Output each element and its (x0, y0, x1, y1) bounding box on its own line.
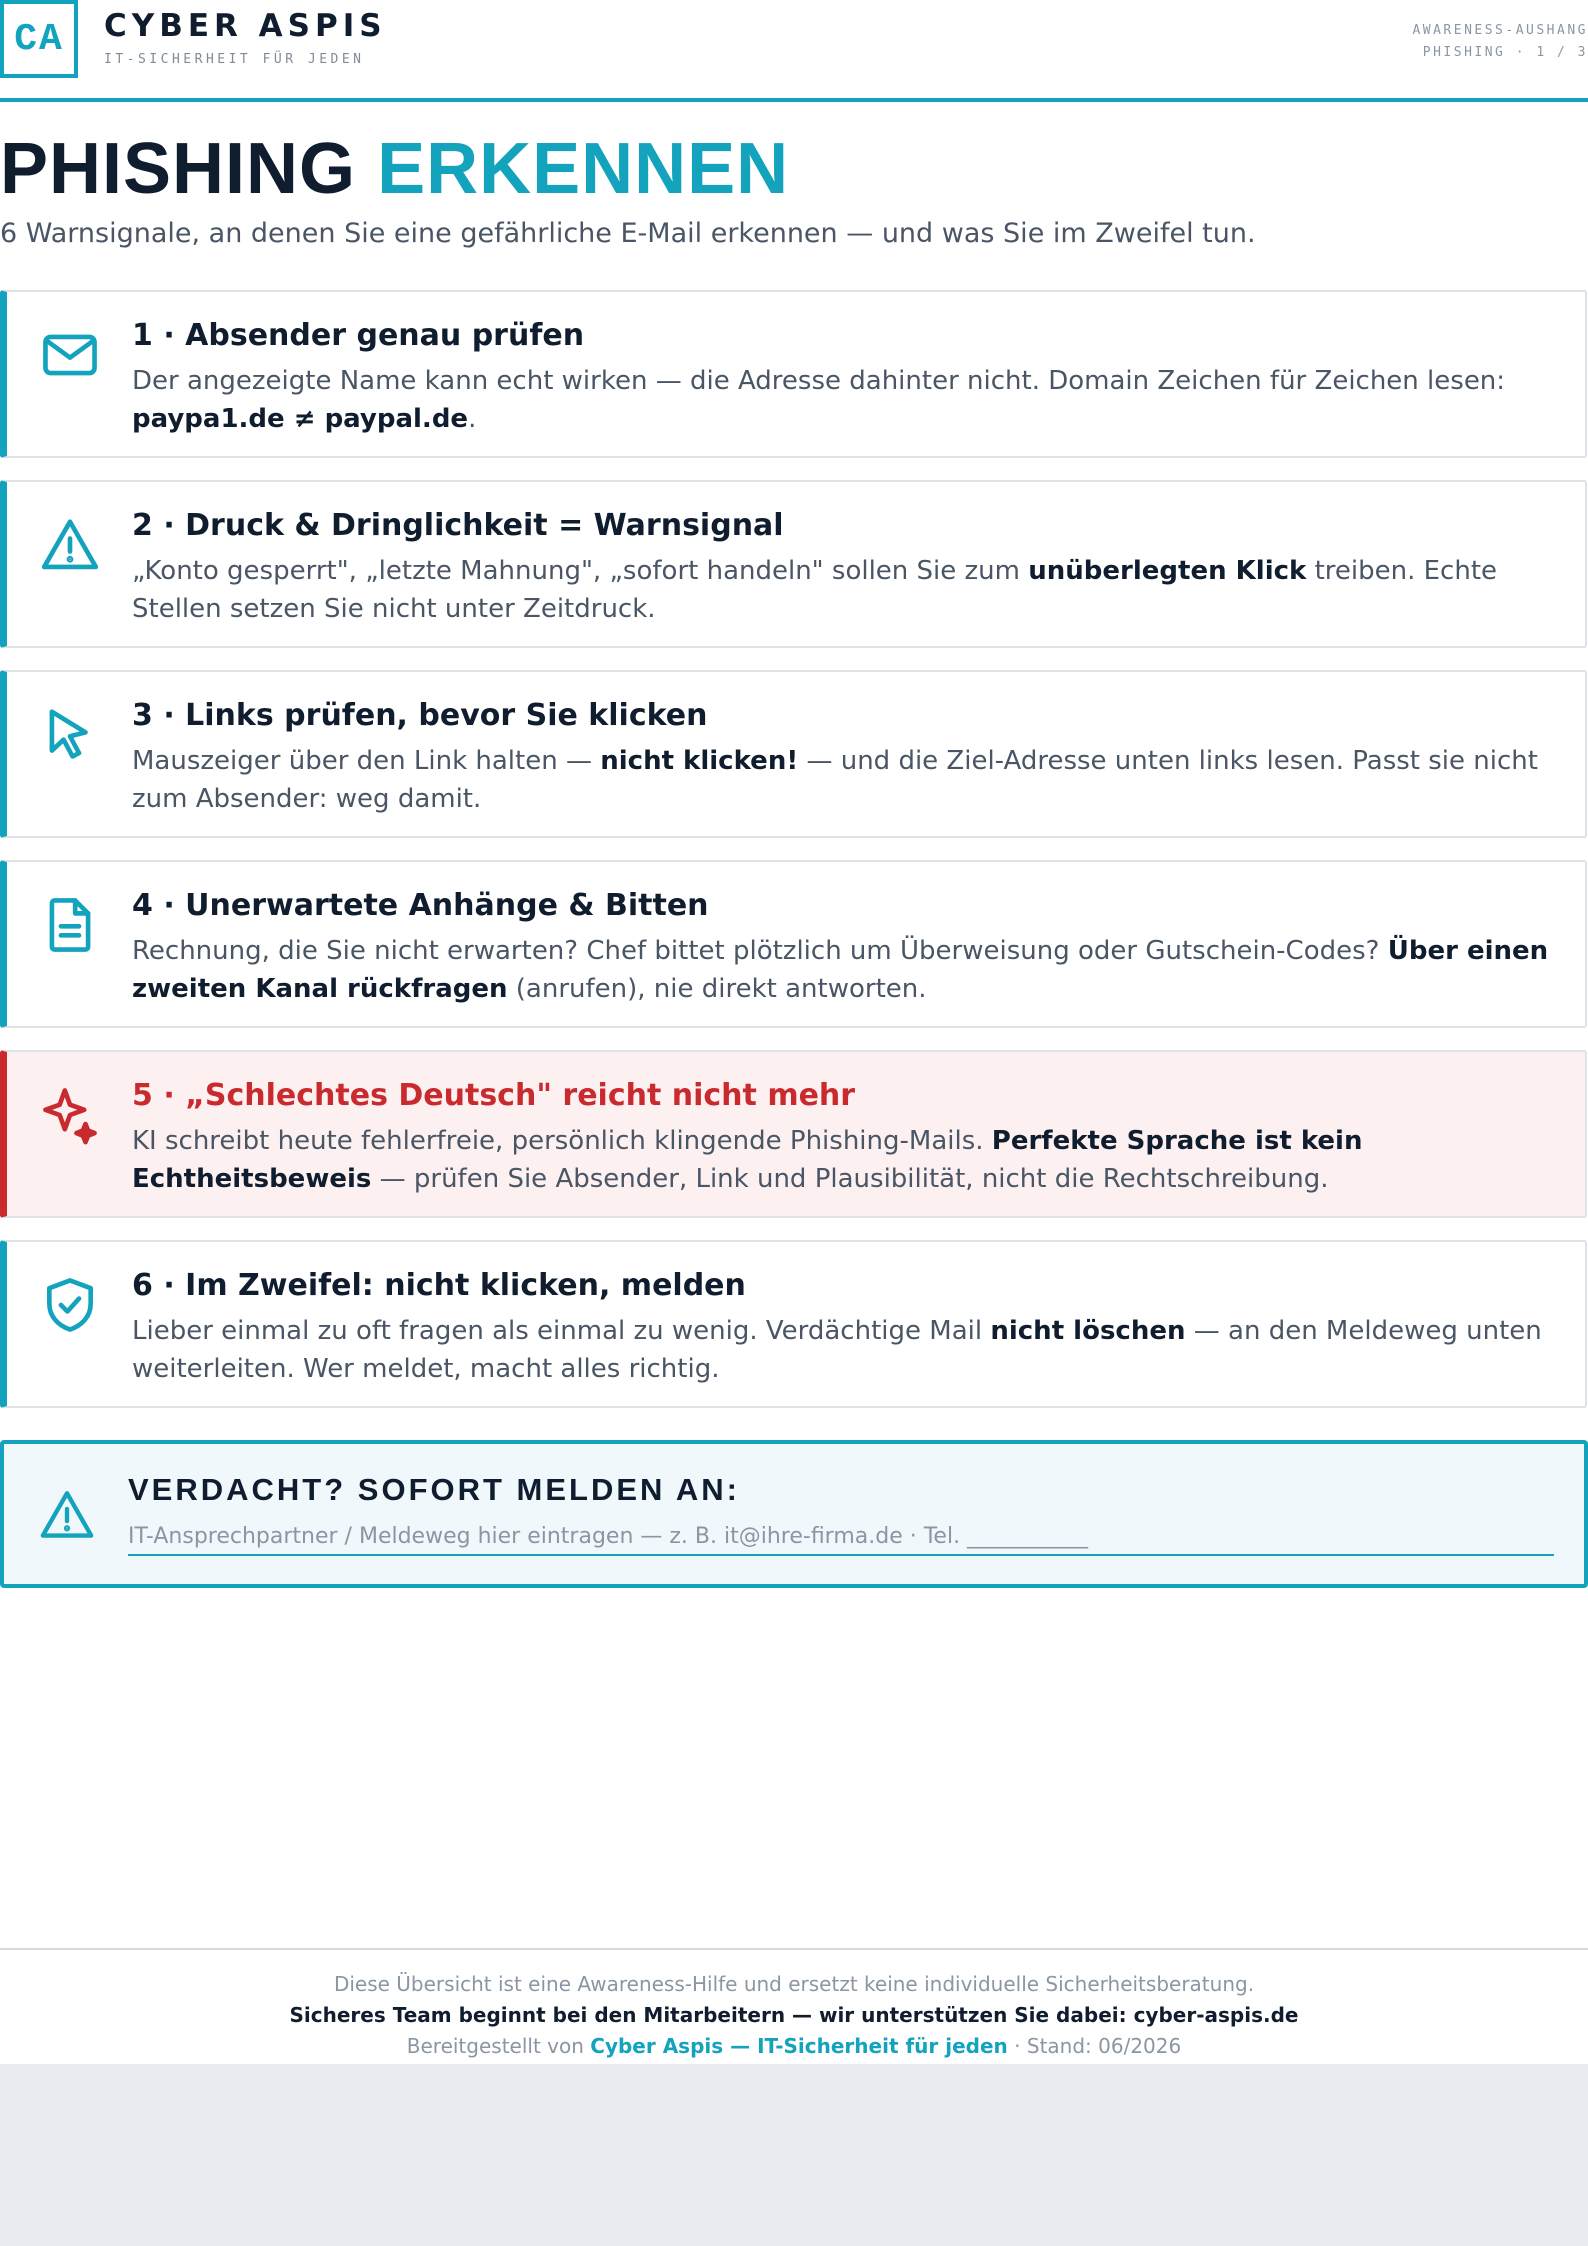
warning-card-6 (0, 1240, 1587, 1408)
card-title: 6 · Im Zweifel: nicht klicken, melden (132, 1268, 746, 1303)
card-title: 3 · Links prüfen, bevor Sie klicken (132, 698, 708, 733)
card-text: „Konto gesperrt", „letzte Mahnung", „sofort handeln" sollen Sie zum unüberlegten Klick treiben. Echte Stellen setzen Sie nicht unter Zeitdruck. (132, 556, 1498, 624)
footer-disclaimer: Diese Übersicht ist eine Awareness-Hilfe und ersetzt keine individuelle Sicherheitsberatung. (333, 1972, 1255, 1996)
document-icon (39, 894, 101, 956)
meta-line-category: AWARENESS-AUSHANG (1412, 23, 1588, 38)
warning-card-5 (0, 1050, 1587, 1218)
warning-triangle-icon (38, 1486, 96, 1544)
brand-tagline: IT-SICHERHEIT FÜR JEDEN (104, 52, 365, 67)
report-contact-field[interactable]: IT-Ansprechpartner / Meldeweg hier eintragen — z. B. it@ihre-firma.de · Tel. ___________ (128, 1522, 1554, 1556)
card-text: Rechnung, die Sie nicht erwarten? Chef bittet plötzlich um Überweisung oder Gutschein-Codes? Über einen zweiten Kanal rückfragen (anrufen), nie direkt antworten. (132, 936, 1549, 1004)
card-title: 5 · „Schlechtes Deutsch" reicht nicht mehr (132, 1078, 856, 1113)
logo-text: CA (14, 17, 64, 61)
warning-triangle-icon (39, 514, 101, 576)
card-text: Mauszeiger über den Link halten — nicht klicken! — und die Ziel-Adresse unten links lesen. Passt sie nicht zum Absender: weg damit. (132, 746, 1538, 814)
card-text: KI schreibt heute fehlerfreie, persönlich klingende Phishing-Mails. Perfekte Sprache ist kein Echtheitsbeweis — prüfen Sie Absender, Link und Plausibilität, nicht die Rechtschreibung. (132, 1126, 1363, 1194)
card-text: Lieber einmal zu oft fragen als einmal zu wenig. Verdächtige Mail nicht löschen — an den Meldeweg unten weiterleiten. Wer meldet, macht alles richtig. (132, 1316, 1542, 1384)
footer-brand-link[interactable]: Cyber Aspis — IT-Sicherheit für jeden (590, 2034, 1008, 2058)
mail-icon (39, 324, 101, 386)
report-box (0, 1440, 1588, 1588)
footer-credits: Bereitgestellt von Cyber Aspis — IT-Sicherheit für jeden · Stand: 06/2026 (406, 2034, 1182, 2058)
page-footer (0, 1948, 1588, 2058)
logo (0, 0, 78, 78)
warning-card-1 (0, 290, 1587, 458)
report-title: VERDACHT? SOFORT MELDEN AN: (128, 1472, 740, 1507)
cursor-icon (39, 704, 101, 766)
card-title: 4 · Unerwartete Anhänge & Bitten (132, 888, 709, 923)
page-header (0, 0, 1588, 102)
poster-meta (1412, 20, 1588, 64)
page-subtitle: 6 Warnsignale, an denen Sie eine gefährliche E-Mail erkennen — und was Sie im Zweifel tun. (0, 218, 1256, 249)
warning-card-4 (0, 860, 1587, 1028)
warning-card-3 (0, 670, 1587, 838)
card-title: 2 · Druck & Dringlichkeit = Warnsignal (132, 508, 784, 543)
card-title: 1 · Absender genau prüfen (132, 318, 585, 353)
footer-claim: Sicheres Team beginnt bei den Mitarbeitern — wir unterstützen Sie dabei: cyber-aspis.de (289, 2003, 1299, 2027)
sparkle-icon (39, 1084, 101, 1146)
title-part-accent: ERKENNEN (377, 129, 790, 209)
page-title (0, 124, 789, 214)
shield-check-icon (39, 1274, 101, 1336)
title-part-dark: PHISHING (0, 129, 357, 209)
card-text: Der angezeigte Name kann echt wirken — die Adresse dahinter nicht. Domain Zeichen für Zeichen lesen: paypa1.de ≠ paypal.de. (132, 366, 1506, 434)
brand-name: CYBER ASPIS (104, 8, 387, 44)
warning-card-2 (0, 480, 1587, 648)
meta-line-page: PHISHING · 1 / 3 (1422, 45, 1588, 60)
